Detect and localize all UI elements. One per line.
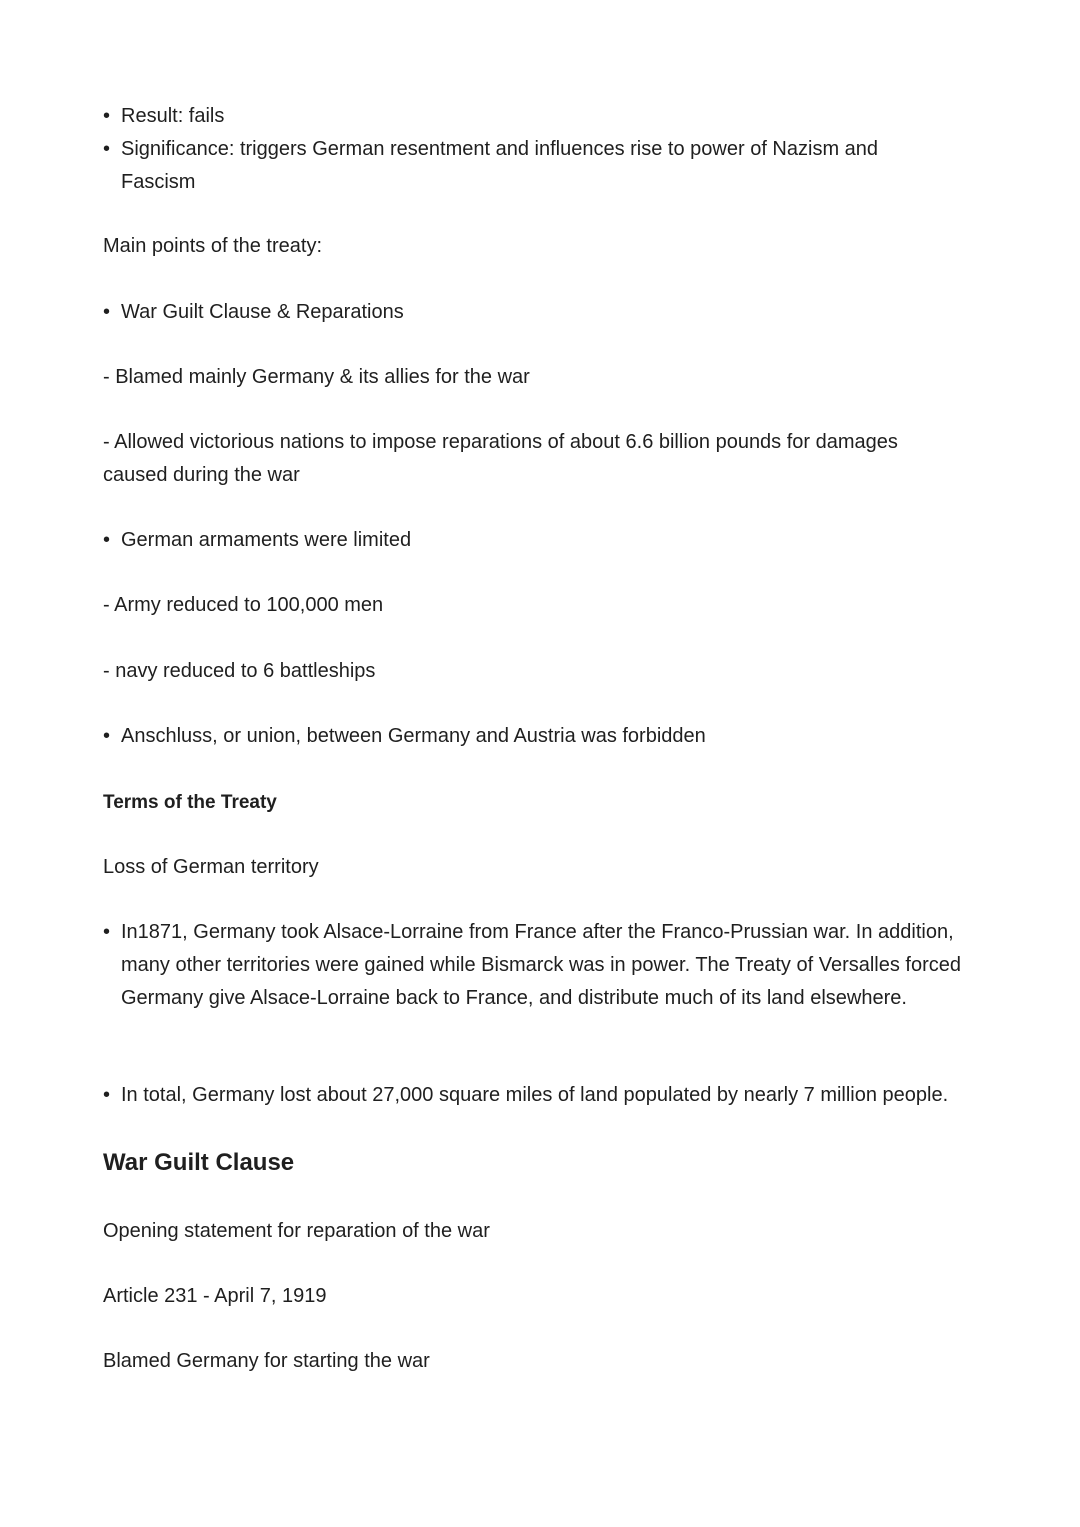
war-guilt-clause-line: Opening statement for reparation of the war <box>103 1220 490 1242</box>
list-item <box>103 133 913 199</box>
list-item <box>103 720 983 753</box>
list-item <box>103 916 983 1015</box>
list-item <box>103 100 983 133</box>
bullet-glyph: • <box>103 921 111 943</box>
anschluss-bullet-text: Anschluss, or union, between Germany and Austria was forbidden <box>121 725 706 747</box>
war-guilt-clause-heading: War Guilt Clause <box>103 1149 295 1176</box>
war-guilt-clause-line: Blamed Germany for starting the war <box>103 1350 430 1372</box>
list-item <box>103 524 983 557</box>
armaments-detail: - Army reduced to 100,000 men <box>103 594 384 616</box>
main-points-label: Main points of the treaty: <box>103 235 323 257</box>
bullet-glyph: • <box>103 1084 111 1106</box>
armaments-bullet-text: German armaments were limited <box>121 529 412 551</box>
war-guilt-clause-line: Article 231 - April 7, 1919 <box>103 1285 327 1307</box>
terms-heading: Terms of the Treaty <box>103 792 277 813</box>
war-guilt-detail: - Allowed victorious nations to impose reparations of about 6.6 billion pounds for damages caused during the war <box>103 431 898 486</box>
war-guilt-bullet-text: War Guilt Clause & Reparations <box>121 301 404 323</box>
list-item <box>103 1079 983 1112</box>
significance-text: Significance: triggers German resentment and influences rise to power of Nazism and Fascism <box>121 138 879 193</box>
bullet-glyph: • <box>103 725 111 747</box>
territory-bullet-text: In1871, Germany took Alsace-Lorraine from France after the Franco-Prussian war. In addition, many other territories were gained while Bismarck was in power. The Treaty of Versalles forced Germany give Alsace-Lorraine back to France, and distribute much of its land elsewhere. <box>121 921 961 1009</box>
land-loss-bullet-text: In total, Germany lost about 27,000 square miles of land populated by nearly 7 million people. <box>121 1084 949 1106</box>
list-item <box>103 296 983 329</box>
bullet-glyph: • <box>103 301 111 323</box>
terms-subheading: Loss of German territory <box>103 856 319 878</box>
result-text: Result: fails <box>121 105 225 127</box>
armaments-detail: - navy reduced to 6 battleships <box>103 660 376 682</box>
war-guilt-detail: - Blamed mainly Germany & its allies for the war <box>103 366 530 388</box>
bullet-glyph: • <box>103 529 111 551</box>
bullet-glyph: • <box>103 138 111 160</box>
bullet-glyph: • <box>103 105 111 127</box>
